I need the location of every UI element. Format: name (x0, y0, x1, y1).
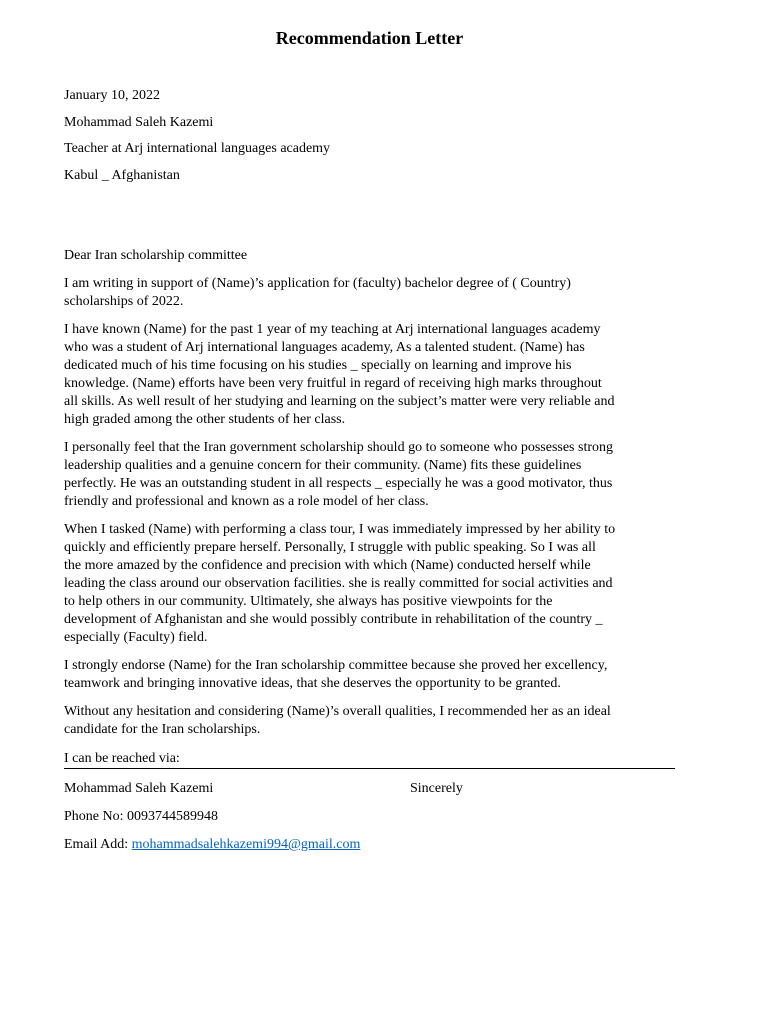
paragraph-line: I strongly endorse (Name) for the Iran scholarship committee because she proved her excellency, (64, 658, 608, 673)
signature-row (64, 780, 675, 798)
sender-location: Kabul _ Afghanistan (64, 167, 180, 183)
phone-line (64, 808, 675, 826)
paragraph-line: dedicated much of his time focusing on his studies _ specially on learning and improve his (64, 358, 572, 373)
paragraph-line: quickly and efficiently prepare herself. Personally, I struggle with public speaking. So I was all (64, 540, 596, 555)
paragraph (64, 521, 675, 647)
email-label: Email Add: (64, 837, 129, 852)
paragraph-line: high graded among the other students of her class. (64, 412, 346, 427)
email-line (64, 836, 675, 854)
paragraph-line: leadership qualities and a genuine concern for their community. (Name) fits these guidelines (64, 458, 582, 473)
paragraph-line: the more amazed by the confidence and precision with which (Name) conducted herself while (64, 558, 591, 573)
paragraph-line: leading the class around our observation facilities. she is really committed for social activities and (64, 576, 613, 591)
signature-name: Mohammad Saleh Kazemi (64, 781, 214, 796)
paragraph-line: scholarships of 2022. (64, 294, 184, 309)
phone-block (64, 808, 675, 826)
paragraph-line: friendly and professional and known as a role model of her class. (64, 494, 429, 509)
letter-date: January 10, 2022 (64, 88, 161, 103)
paragraph-line: especially (Faculty) field. (64, 630, 208, 645)
paragraph-line: I have known (Name) for the past 1 year of my teaching at Arj international languages academy (64, 322, 601, 337)
paragraph-line: I personally feel that the Iran government scholarship should go to someone who possesses strong (64, 440, 614, 455)
paragraph-line: candidate for the Iran scholarships. (64, 722, 261, 737)
email-block (64, 836, 675, 854)
paragraph-line: all skills. As well result of her studying and learning on the subject’s matter were very reliable and (64, 394, 615, 409)
letter-title: Recommendation Letter (275, 28, 464, 48)
paragraph (64, 703, 675, 739)
paragraph-line: to help others in our community. Ultimately, she always has positive viewpoints for the (64, 594, 553, 609)
closing-word: Sincerely (410, 781, 463, 796)
sender-name: Mohammad Saleh Kazemi (64, 114, 214, 130)
email-link[interactable]: mohammadsalehkazemi994@gmail.com (131, 837, 361, 852)
salutation-block (64, 247, 675, 265)
phone-number: 0093744589948 (127, 809, 218, 824)
phone-label: Phone No: (64, 809, 124, 824)
paragraph (64, 657, 675, 693)
paragraph-line: development of Afghanistan and she would possibly contribute in rehabilitation of the country _ (64, 612, 603, 627)
paragraph-line: teamwork and bringing innovative ideas, that she deserves the opportunity to be granted. (64, 676, 561, 691)
sender-position: Teacher at Arj international languages academy (64, 141, 331, 156)
paragraph-line: perfectly. He was an outstanding student in all respects _ especially he was a good motivator, thus (64, 476, 613, 491)
contact-intro-block (64, 750, 675, 769)
paragraph-line: When I tasked (Name) with performing a class tour, I was immediately impressed by her ability to (64, 522, 616, 537)
paragraph-line: who was a student of Arj international languages academy, As a talented student. (Name) has (64, 340, 585, 355)
paragraph-line: Without any hesitation and considering (Name)’s overall qualities, I recommended her as an ideal (64, 704, 611, 719)
sender-header (64, 87, 675, 193)
salutation: Dear Iran scholarship committee (64, 248, 248, 263)
paragraph (64, 321, 675, 429)
paragraph (64, 439, 675, 511)
letter-body (64, 275, 675, 749)
paragraph-line: I am writing in support of (Name)’s application for (faculty) bachelor degree of ( Country) (64, 276, 571, 291)
contact-intro: I can be reached via: (64, 750, 675, 769)
paragraph (64, 275, 675, 311)
paragraph-line: knowledge. (Name) efforts have been very fruitful in regard of receiving high marks throughout (64, 376, 602, 391)
